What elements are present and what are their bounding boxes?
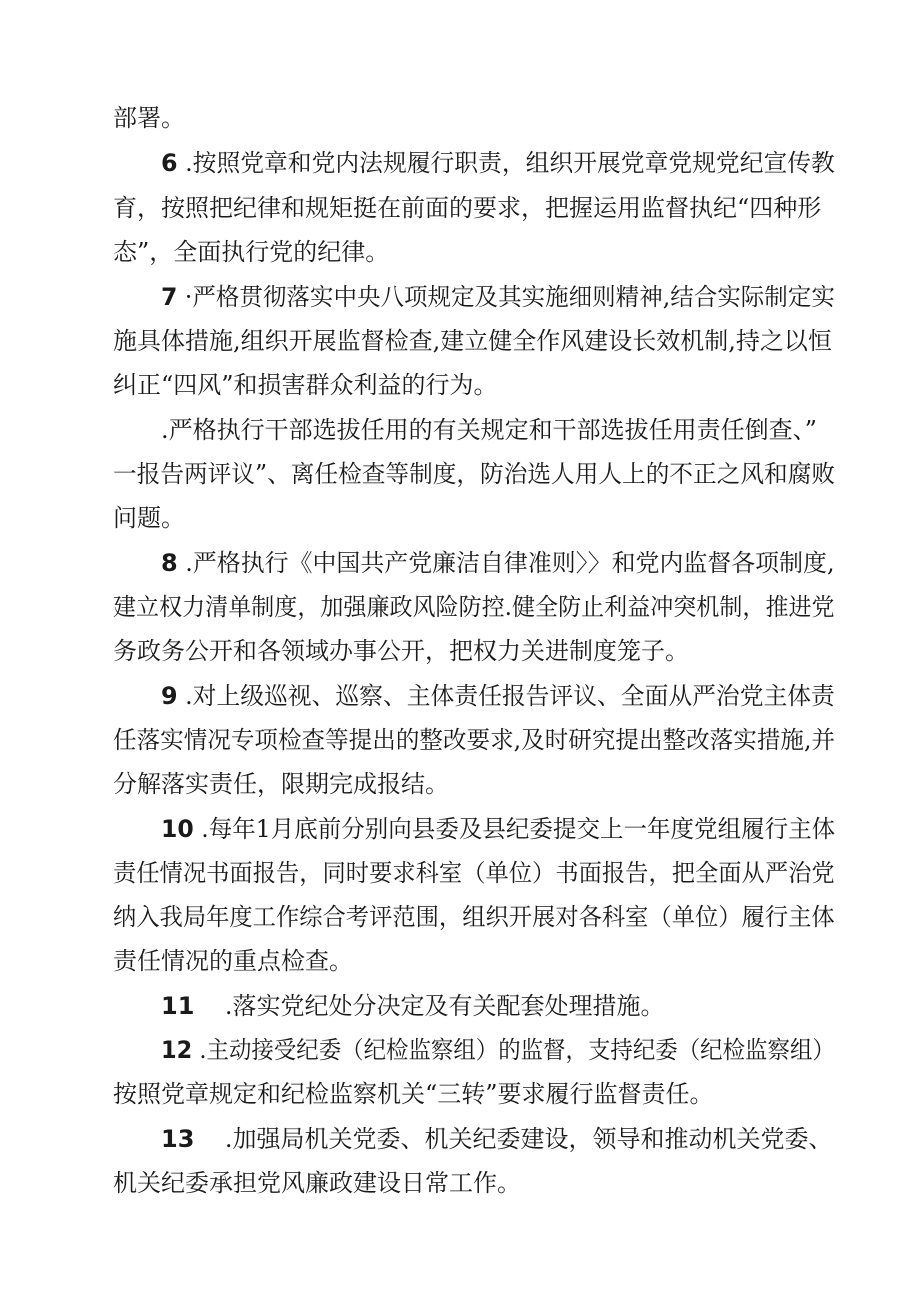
paragraph-text: .对上级巡视、巡察、主体责任报告评议、全面从严治党主体责 [177,682,835,710]
paragraph-line: 纳入我局年度工作综合考评范围，组织开展对各科室（单位）履行主体 [113,903,835,931]
paragraph-text: ·严格贯彻落实中央八项规定及其实施细则精神,结合实际制定实 [177,283,835,311]
paragraph-line [161,1035,835,1065]
paragraph-line: 机关纪委承担党风廉政建设日常工作。 [113,1169,521,1197]
paragraph-line: 分解落实责任，限期完成报结。 [113,770,449,798]
paragraph-line: 责任情况的重点检查。 [113,947,353,975]
item-number: 6 [161,149,178,177]
paragraph-text: .严格执行《中国共产党廉洁自律准则〉〉和党内监督各项制度, [177,549,835,577]
paragraph-line: .严格执行干部选拔任用的有关规定和干部选拔任用责任倒查、” [161,416,817,444]
paragraph-line: 部署。 [113,104,185,132]
item-number: 11 [161,992,195,1020]
paragraph-line: 任落实情况专项检查等提出的整改要求,及时研究提出整改落实措施,并 [113,726,836,754]
item-number: 7 [161,283,178,311]
item-number: 8 [161,549,178,577]
item-number: 9 [161,682,178,710]
paragraph-line: 纠正“四风”和损害群众利益的行为。 [113,371,498,399]
paragraph-text: .主动接受纪委（纪检监察组）的监督，支持纪委（纪检监察组） [192,1036,835,1064]
paragraph-line: 施具体措施,组织开展监督检查,建立健全作风建设长效机制,持之以恒 [113,327,832,355]
paragraph-line: 育，按照把纪律和规矩挺在前面的要求，把握运用监督执纪“四种形 [113,194,822,222]
paragraph-line [161,681,835,711]
paragraph-text: .落实党纪处分决定及有关配套处理措施。 [194,992,665,1020]
item-number: 13 [161,1125,195,1153]
paragraph-line [161,991,665,1021]
paragraph-text: .按照党章和党内法规履行职责，组织开展党章党规党纪宣传教 [177,149,835,177]
paragraph-line [161,1124,833,1154]
paragraph-line: 按照党章规定和纪检监察机关“三转”要求履行监督责任。 [113,1080,714,1108]
paragraph-line: 责任情况书面报告，同时要求科室（单位）书面报告，把全面从严治党 [113,859,835,887]
paragraph-line [161,282,835,312]
paragraph-line [161,548,835,578]
item-number: 10 [161,815,194,843]
item-number: 12 [161,1036,193,1064]
paragraph-text: .每年1月底前分别向县委及县纪委提交上一年度党组履行主体 [193,815,836,843]
paragraph-line: 问题。 [113,504,185,532]
paragraph-text: .加强局机关党委、机关纪委建设，领导和推动机关党委、 [194,1125,833,1153]
paragraph-line: 态”，全面执行党的纪律。 [113,238,390,266]
paragraph-line: 建立权力清单制度，加强廉政风险防控.健全防止利益冲突机制，推进党 [113,593,835,621]
paragraph-line: 一报告两评议”、离任检查等制度，防治选人用人上的不正之风和腐败 [113,460,836,488]
paragraph-line [161,148,835,178]
paragraph-line: 务政务公开和各领域办事公开，把权力关进制度笼子。 [113,637,689,665]
paragraph-line [161,814,835,844]
